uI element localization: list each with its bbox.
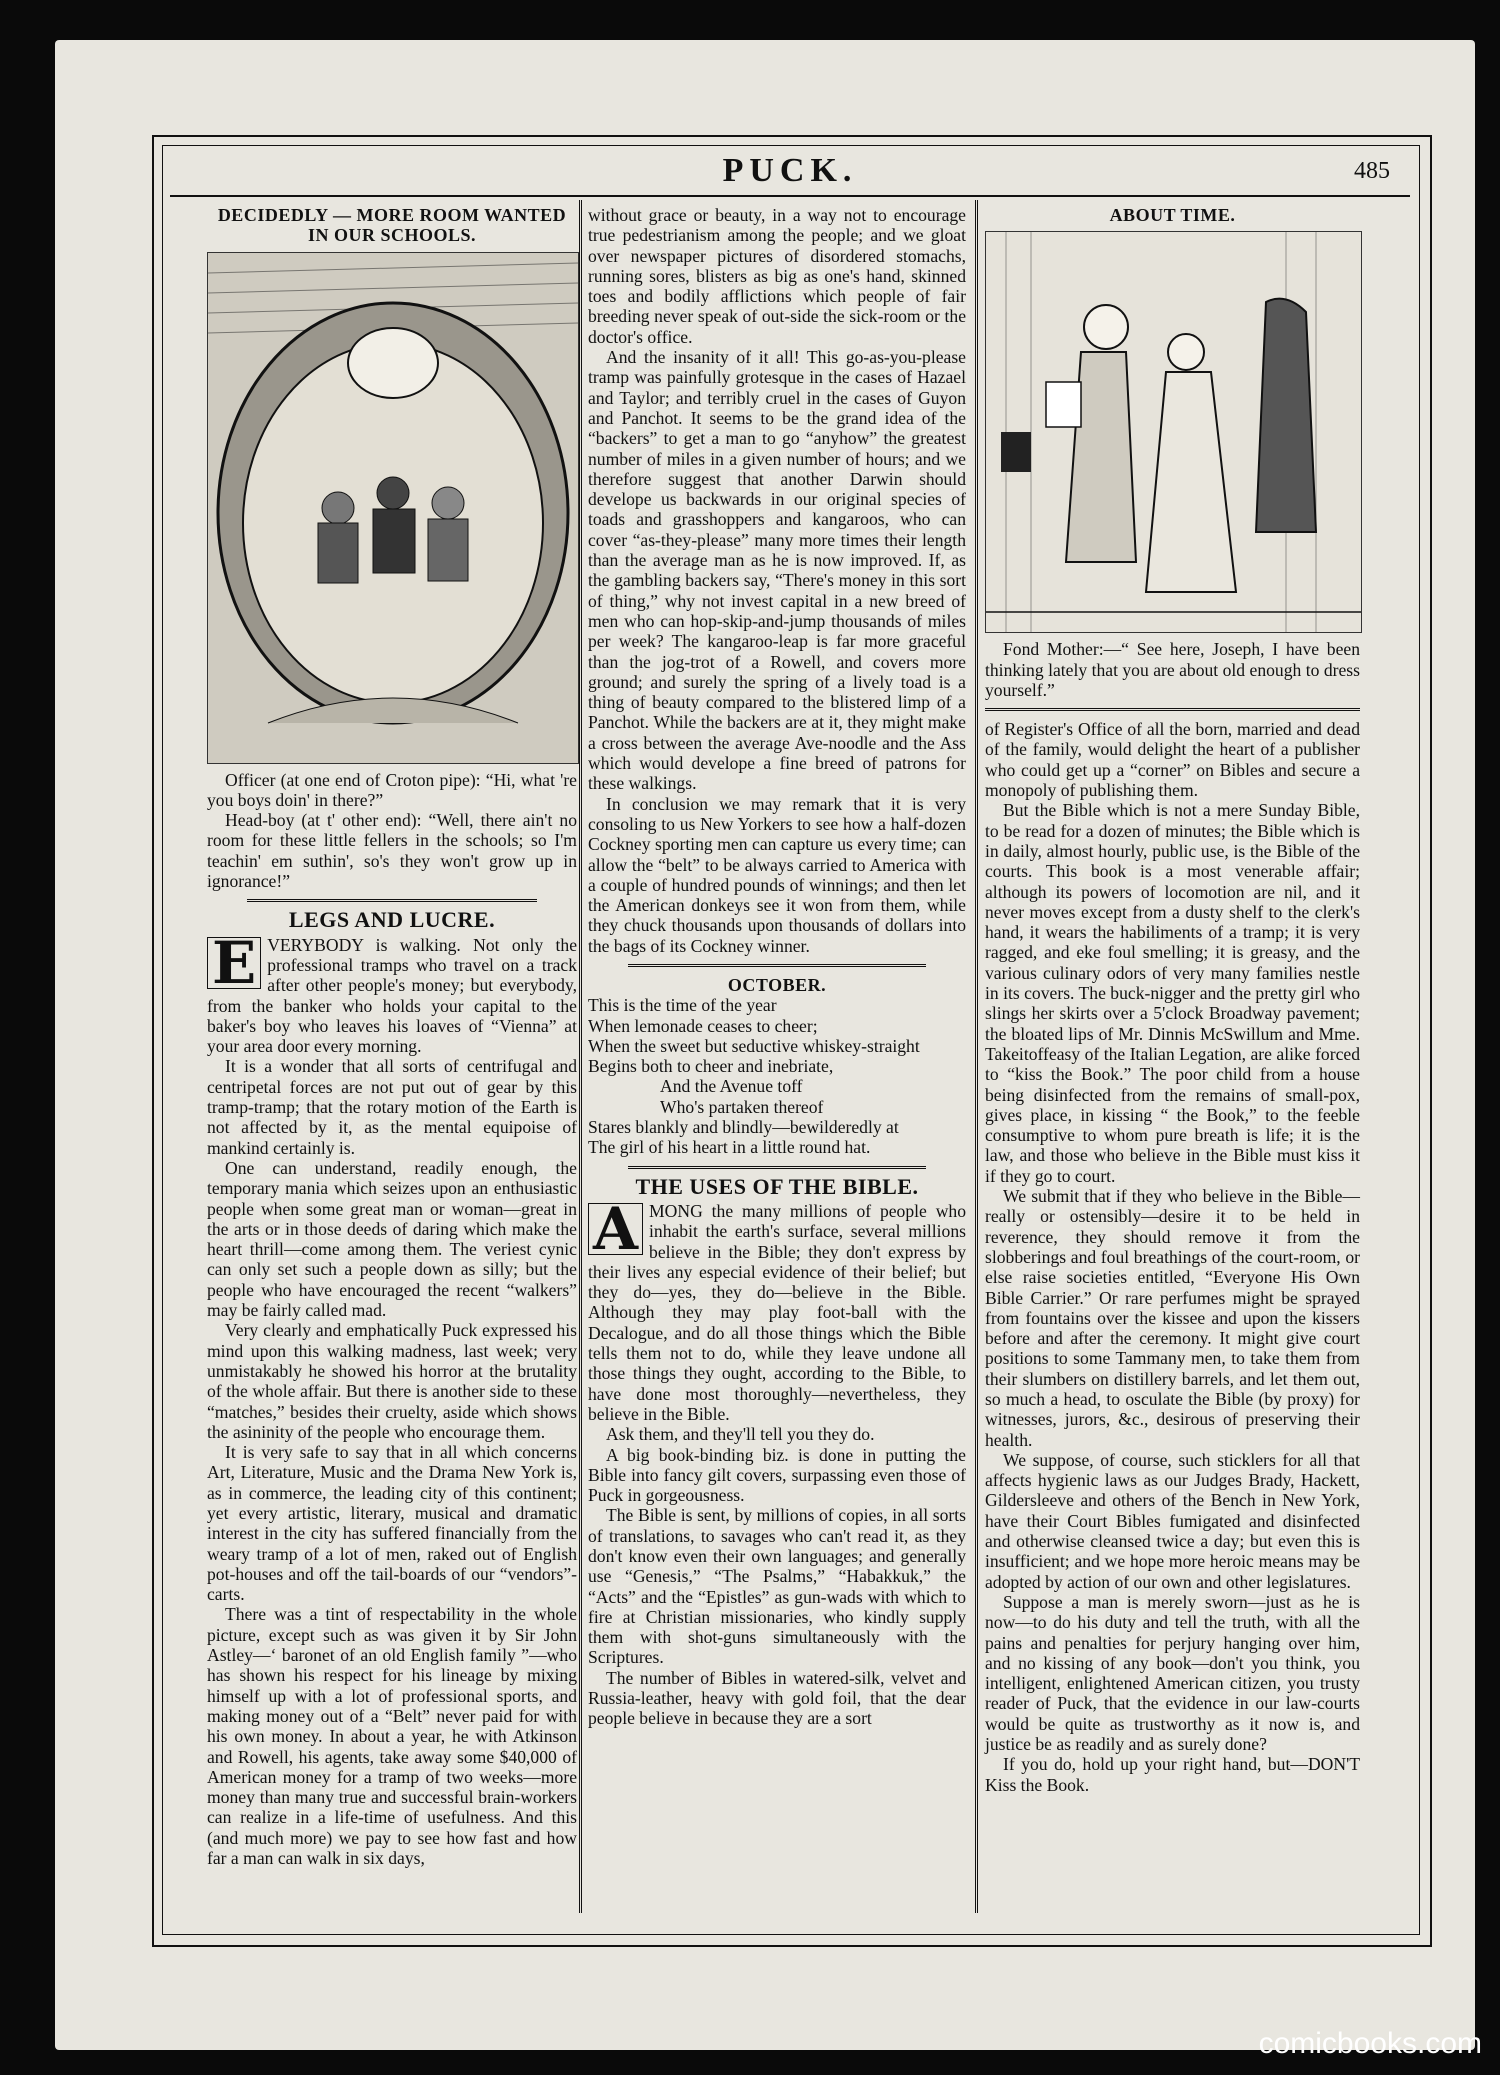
- divider: [628, 1166, 926, 1169]
- article-paragraph: But the Bible which is not a mere Sunday Bible, to be read for a dozen of minutes; the Bible which is in daily, almost hourly, public use, is the Bible of the courts. This book is a most venerable affair; although its powers of locomotion are nil, and it never moves except from a dusty shelf to the clerk's hand, it wears the habiliments of a tramp; it is very ragged, and eke foul smelling; it is greasy, and the various culinary odors of very many families nestle in its covers. The buck-nigger and the pretty girl who slings her skirts over a 5'clock Broadway pavement; the bloated lips of Mr. Dinnis McSwillum and Mme. Takeitoffeasy of the Italian Legation, are alike forced to “kiss the Book.” The poor child from a house being disinfected from the remains of small-pox, gives place, in kissing “ the Book,” to the feeble consumptive to whom pure breath is life; it is the law, and those who believe in the Bible must kiss it if they go to court.: [985, 800, 1360, 1186]
- cartoon-heading: DECIDEDLY — MORE ROOM WANTED IN OUR SCHOOLS.: [217, 205, 567, 246]
- column-1: [207, 205, 577, 1868]
- article-paragraph: There was a tint of respectability in the whole picture, except such as was given it by Sir John Astley—‘ baronet of an old English family ”—who has shown his respect for his lineage by mixing himself up with a lot of professional sports, and making money out of a “Belt” never paid for with his own money. In about a year, he with Atkinson and Rowell, his agents, take away some $40,000 of American money for a tramp of two weeks—more money than many true and successful brain-workers can realize in a life-time of usefulness. And this (and much more) we pay to see how fast and how far a man can walk in six days,: [207, 1604, 577, 1869]
- divider: [985, 708, 1360, 711]
- article-paragraph: Ask them, and they'll tell you they do.: [606, 1424, 875, 1445]
- article-paragraph: One can understand, readily enough, the temporary mania which seizes upon an enthusiastic people when some great man or woman—great in the arts or in those deeds of daring which make the heart thrill—come among them. The veriest cynic can only set such a people down as silly; but the people who have encouraged the recent “walkers” may be fairly called mad.: [207, 1157, 577, 1321]
- page-number: 485: [1354, 158, 1390, 184]
- cartoon-caption-officer: Officer (at one end of Croton pipe): “Hi, what 're you boys doin' in there?”: [207, 769, 577, 810]
- mother-drawing: [986, 232, 1361, 632]
- article-paragraph: A MONG the many millions of people who inhabit the earth's surface, several millions believe in the Bible; they don't express by their lives any especial evidence of their belief; but they do—yes, they do—believe in the Bible. Although they may play foot-ball with the Decalogue, and do all those things which the Bible tells them not to do, while they leave undone all those things they ought, according to the Bible, to have done most thoroughly—nevertheless, they believe in the Bible.: [588, 1194, 966, 1424]
- column-rule-1: [579, 200, 583, 1913]
- article-paragraph: without grace or beauty, in a way not to encourage true pedestrianism among the people; and we gloat over newspaper pictures of disordered stomachs, running sores, blisters as big as one's hand, skinned toes and bodily afflictions which people of fair breeding never speak of out-side the sick-room or the doctor's office.: [588, 205, 966, 347]
- watermark: comicbooks.com: [1258, 2027, 1482, 2060]
- column-2: [588, 205, 966, 1729]
- drop-cap-a: A: [588, 1203, 643, 1255]
- article-paragraph: It is very safe to say that in all which concerns Art, Literature, Music and the Drama New York is, as in commerce, the leading city of this continent; yet every artistic, literary, musical and dramatic interest in the city has suffered financially from the weary tramp of a lot of men, raked out of English pot-houses and off the tail-boards of our “vendors”-carts.: [207, 1442, 577, 1605]
- cartoon-caption-mother: Fond Mother:—“ See here, Joseph, I have been thinking lately that you are about old enough to dress yourself.”: [985, 639, 1360, 700]
- article-paragraph: A big book-binding biz. is done in putting the Bible into fancy gilt covers, surpassing even those of Puck in gorgeousness.: [588, 1444, 966, 1506]
- poem-line: Begins both to cheer and inebriate,: [588, 1056, 834, 1077]
- poem-line: The girl of his heart in a little round hat.: [588, 1137, 871, 1158]
- article-paragraph: Very clearly and emphatically Puck expressed his mind upon this walking madness, last week; very unmistakably he showed his horror at the brutality of the whole affair. But there is another side to these “matches,” besides their cruelty, aside which shows the asininity of the people who encourage them.: [207, 1320, 577, 1442]
- poem-line: When the sweet but seductive whiskey-straight: [588, 1035, 920, 1056]
- poem-line: This is the time of the year: [588, 995, 777, 1016]
- poem-line: Who's partaken thereof: [660, 1096, 824, 1117]
- article-paragraph: We suppose, of course, such sticklers for all that affects hygienic laws as our Judges Brady, Hackett, Gildersleeve and others of the Bench in New York, have their Court Bibles fumigated and disinfected and otherwise cleansed twice a day; but even this is insufficient; and we hope more heroic means may be adopted by action of our own and other legislatures.: [985, 1449, 1360, 1592]
- cartoon-illustration-pipe: [207, 252, 579, 764]
- poem-line: And the Avenue toff: [660, 1076, 803, 1097]
- pipe-drawing: [208, 253, 578, 763]
- article-paragraph: And the insanity of it all! This go-as-you-please tramp was painfully grotesque in the cases of Hazael and Taylor; and terribly cruel in the cases of Guyon and Panchot. It seems to be the grand idea of the “backers” to get a man to go “anyhow” the greatest number of miles in a given number of hours; and we therefore suggest that another Darwin should develope us backwards in our original species of toads and grasshoppers and kangaroos, who can cover “as-they-please” many more times their length than the average man as he is now improved. If, as the gambling backers say, “There's money in this sort of thing,” why not invest capital in a new breed of men who can hop-skip-and-jump thousands of miles per week? The kangaroo-leap is far more graceful than the jog-trot of a Rowell, and covers more ground; and surely the spring of a lively toad is a thing of beauty compared to the blistered limp of a Panchot. While the backers are at it, they might make a cross between the average Ave-noodle and the Ass which would develope a fine breed of patrons for these walkings.: [588, 347, 966, 794]
- article-paragraph: In conclusion we may remark that it is very consoling to us New Yorkers to see how a half-dozen Cockney sporting men can capture us every time; can allow the “belt” to be always carried to America with a couple of hundred pounds of winnings; and then let the American donkeys see it won from them, while they chuck thousands upon thousands of dollars into the bags of its Cockney winner.: [588, 793, 966, 956]
- poem-line: When lemonade ceases to cheer;: [588, 1015, 818, 1036]
- column-3: [985, 205, 1360, 1795]
- cartoon-heading-about-time: ABOUT TIME.: [1109, 205, 1236, 225]
- poem-october: [588, 995, 966, 1157]
- divider: [247, 899, 537, 902]
- drop-cap-e: E: [207, 937, 261, 989]
- article-paragraph: The number of Bibles in watered-silk, velvet and Russia-leather, heavy with gold foil, that the dear people believe in because they are a sort: [588, 1667, 966, 1729]
- masthead: [170, 150, 1410, 197]
- article-paragraph: The Bible is sent, by millions of copies, in all sorts of translations, to savages who can't read it, as they don't know even their own languages; and generally use “Genesis,” “The Psalms,” “Habakkuk,” the “Acts” and the “Epistles” as gun-wads with which to fire at Christian missionaries, who kindly supply them with shot-guns simultaneously with the Scriptures.: [588, 1505, 966, 1668]
- masthead-title: PUCK.: [722, 152, 858, 189]
- column-rule-2: [975, 200, 979, 1913]
- article-paragraph: It is a wonder that all sorts of centrifugal and centripetal forces are not put out of gear by this tramp-tramp; that the rotary motion of the Earth is not affected by it, as the mental equipoise of mankind certainly is.: [207, 1056, 577, 1158]
- poem-line: Stares blankly and blindly—bewilderedly at: [588, 1117, 899, 1138]
- article-paragraph: If you do, hold up your right hand, but—DON'T Kiss the Book.: [985, 1754, 1360, 1795]
- article-title-uses-of-bible: THE USES OF THE BIBLE.: [635, 1173, 919, 1199]
- article-title-legs-and-lucre: LEGS AND LUCRE.: [288, 907, 496, 933]
- article-paragraph: We submit that if they who believe in the Bible—really or ostensibly—desire it to be held in reverence, they should remove it from the slobberings and foul breathings of the court-room, or else raise societies entitled, “Everyone His Own Bible Carrier.” Or rare perfumes might be sprayed from fountains over the kissee and upon the kissers before and after the ceremony. It might give court positions to some Tammany men, to take them from their slumbers on distillery barrels, and let them out, so much a head, to osculate the Bible (by proxy) for witnesses, jurors, &c., desirous of preserving their health.: [985, 1186, 1360, 1450]
- article-paragraph: Suppose a man is merely sworn—just as he is now—to do his duty and tell the truth, with all the pains and penalties for perjury hanging over him, and no kissing of any book—don't you think, you intelligent, enlightened American citizen, you trusty reader of Puck, that the evidence in our law-courts would be quite as trustworthy as it now is, and justice be as readily and as surely done?: [985, 1591, 1360, 1755]
- divider: [628, 964, 926, 967]
- poem-title-october: OCTOBER.: [727, 974, 827, 995]
- cartoon-illustration-mother: [985, 231, 1362, 633]
- cartoon-caption-headboy: Head-boy (at t' other end): “Well, there ain't no room for these little fellers in the schools; so I'm teachin' em suthin', so's they won't grow up in ignorance!”: [207, 810, 577, 892]
- article-paragraph: of Register's Office of all the born, married and dead of the family, would delight the heart of a publisher who could get up a “corner” on Bibles and secure a monopoly of publishing them.: [985, 719, 1360, 801]
- article-paragraph: E VERYBODY is walking. Not only the professional tramps who travel on a track after other people's money; but everybody, from the banker who holds your capital to the baker's boy who leaves his loaves of “Vienna” at your area door every morning.: [207, 928, 577, 1057]
